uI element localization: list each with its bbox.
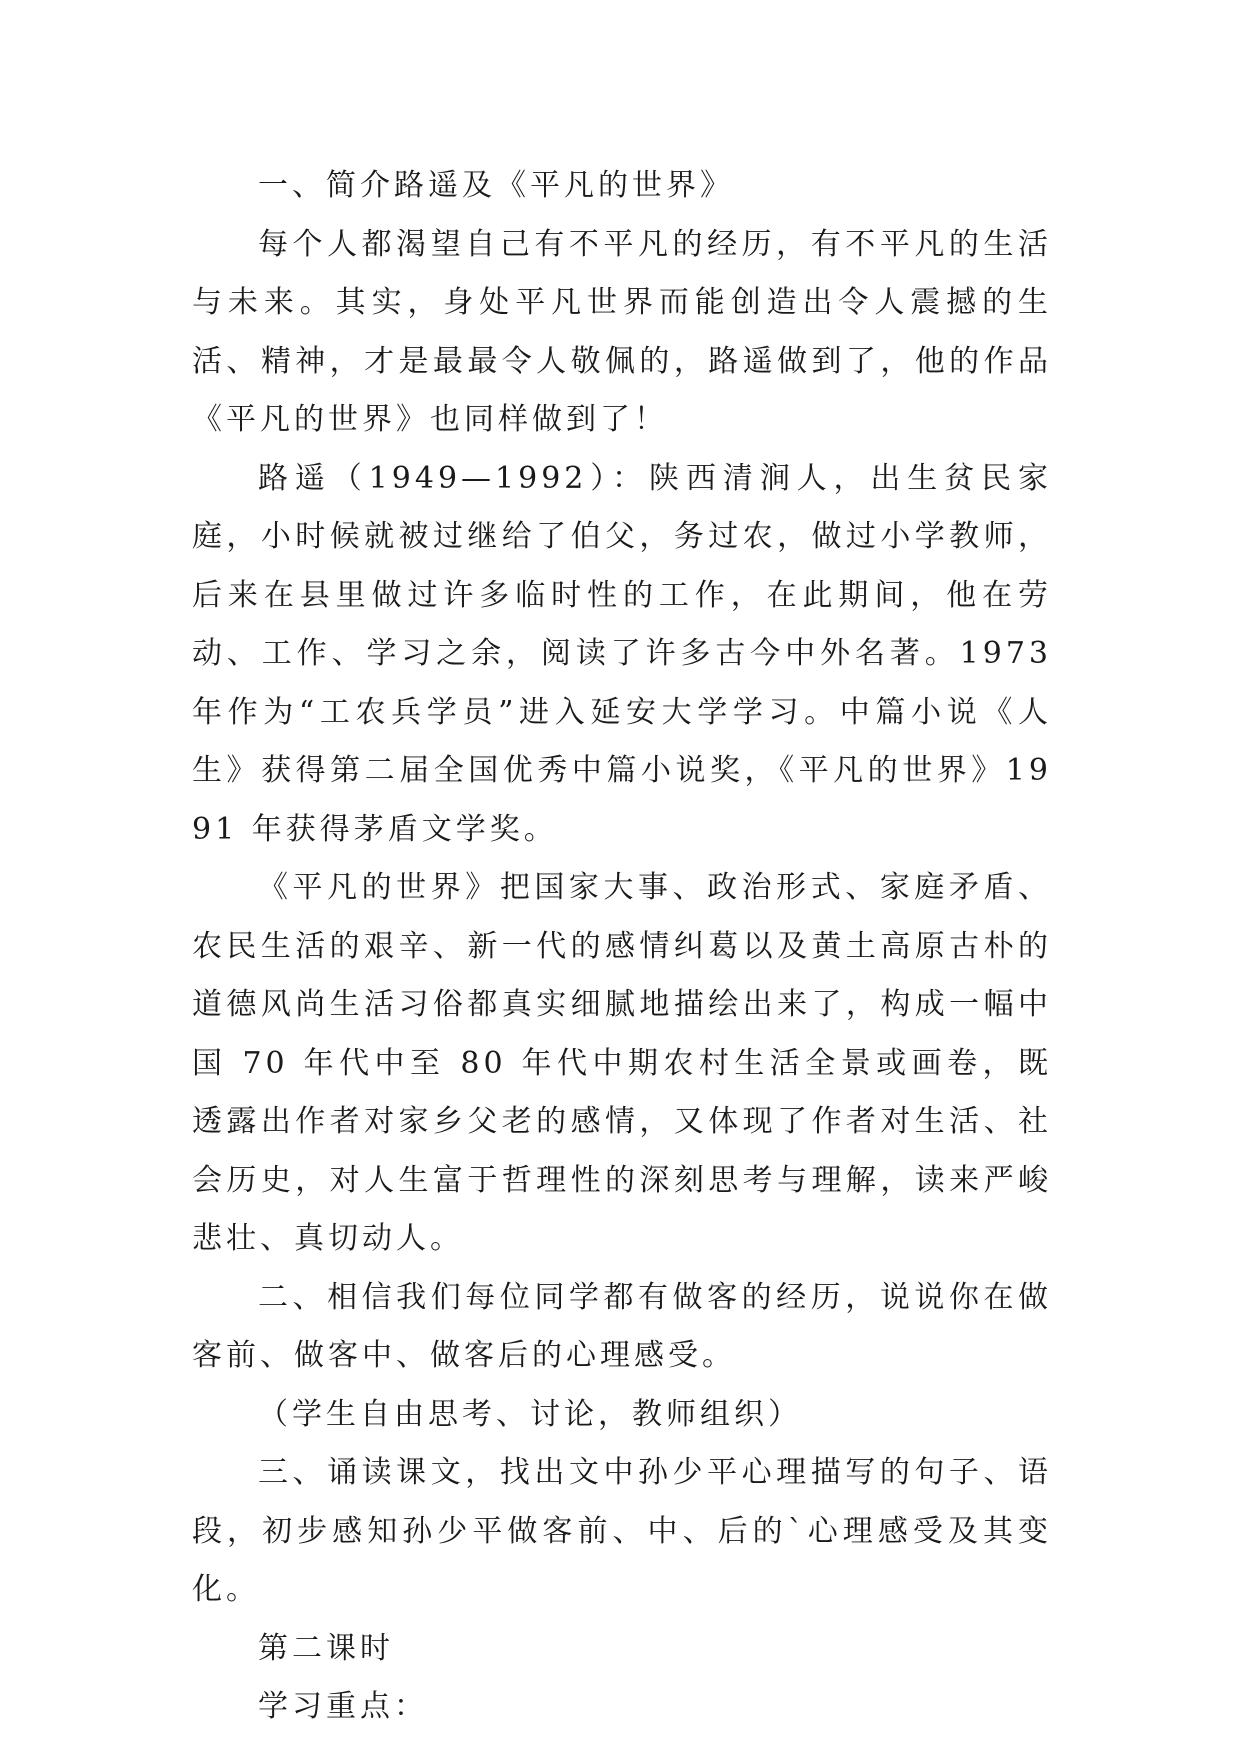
section-heading-key-points: 学习重点： bbox=[258, 1689, 428, 1724]
document-body bbox=[192, 157, 1052, 1737]
paragraph-author-bio: 路遥（1949—1992）：陕西清涧人，出生贫民家庭，小时候就被过继给了伯父，务过农，做过小学教师，后来在县里做过许多临时性的工作，在此期间，他在劳动、工作、学习之余，阅读了许多古今中外名著。1973 年作为“工农兵学员”进入延安大学学习。中篇小说《人生》获得第二届全国优秀中篇小说奖，《平凡的世界》1991 年获得茅盾文学奖。 bbox=[192, 460, 1052, 847]
paragraph-novel-summary: 《平凡的世界》把国家大事、政治形式、家庭矛盾、农民生活的艰辛、新一代的感情纠葛以及黄土高原古朴的道德风尚生活习俗都真实细腻地描绘出来了，构成一幅中国 70 年代中至 80 年代中期农村生活全景或画卷，既透露出作者对家乡父老的感情，又体现了作者对生活、社会历史，对人生富于哲理性的深刻思考与理解，读来严峻悲壮、真切动人。 bbox=[192, 870, 1052, 1256]
section-heading-discussion: 二、相信我们每位同学都有做客的经历，说说你在做客前、做客中、做客后的心理感受。 bbox=[192, 1279, 1052, 1373]
section-heading-second-lesson: 第二课时 bbox=[258, 1630, 394, 1666]
section-heading-reading: 三、诵读课文，找出文中孙少平心理描写的句子、语段，初步感知孙少平做客前、中、后的`心理感受及其变化。 bbox=[192, 1455, 1052, 1607]
paragraph-intro: 每个人都渴望自己有不平凡的经历，有不平凡的生活与未来。其实，身处平凡世界而能创造出令人震撼的生活、精神，才是最最令人敬佩的，路遥做到了，他的作品《平凡的世界》也同样做到了！ bbox=[192, 226, 1052, 437]
section-heading-intro: 一、简介路遥及《平凡的世界》 bbox=[258, 168, 734, 203]
paragraph-activity-note: （学生自由思考、讨论，教师组织） bbox=[258, 1396, 802, 1432]
